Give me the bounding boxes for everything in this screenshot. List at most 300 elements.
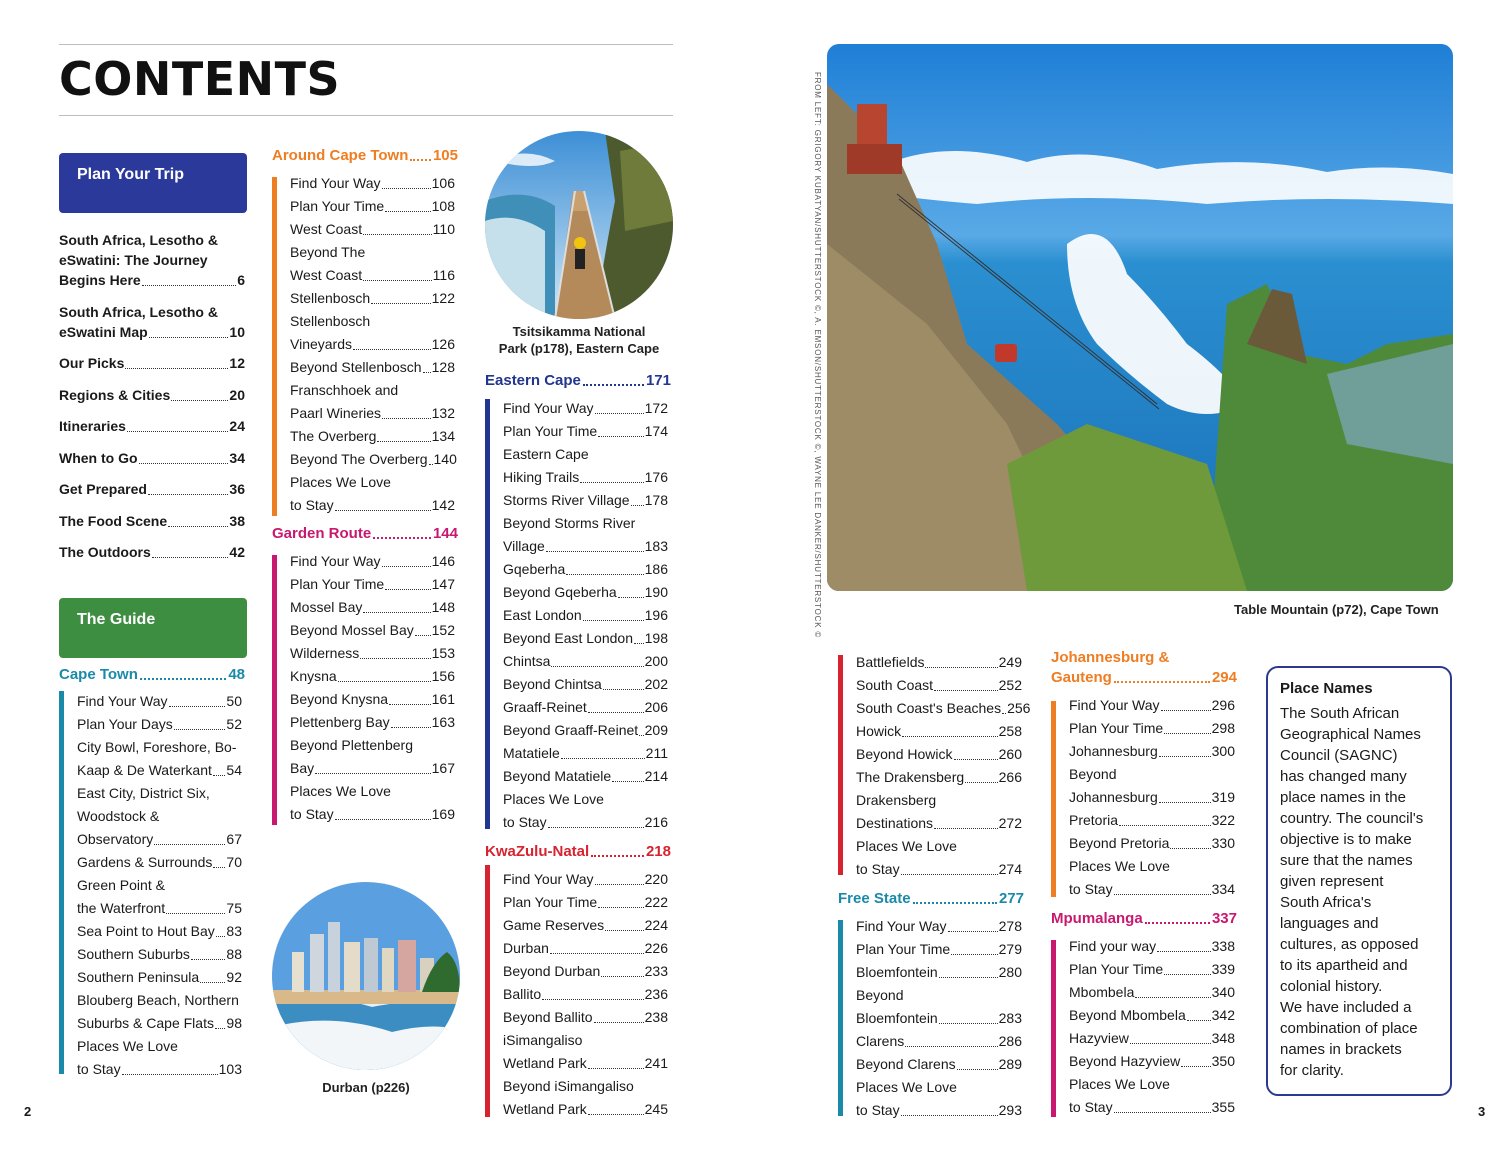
dot-leader: [1170, 832, 1210, 849]
toc-item[interactable]: [503, 960, 668, 983]
toc-item[interactable]: [290, 494, 455, 517]
section-heading-around-cape-town-page: 105: [432, 147, 458, 164]
plan-item[interactable]: [59, 447, 245, 470]
place-names-line: objective is to make: [1280, 831, 1412, 848]
section-color-bar: [272, 177, 277, 516]
dot-leader: [1002, 697, 1006, 714]
toc-item[interactable]: [503, 719, 668, 742]
toc-item[interactable]: [290, 471, 455, 494]
toc-item-label: Plan Your Days: [77, 716, 173, 732]
dot-leader: [612, 765, 643, 782]
toc-item[interactable]: [290, 310, 455, 333]
dot-leader: [550, 937, 644, 954]
plan-item-label: The Food Scene: [59, 512, 168, 529]
toc-item-label: Southern Suburbs: [77, 946, 190, 962]
toc-item-label: City Bowl, Foreshore, Bo-: [77, 739, 237, 755]
toc-item-label: Destinations: [856, 815, 934, 831]
toc-item-page: 174: [644, 423, 668, 439]
toc-item-page: 340: [1211, 984, 1235, 1000]
toc-item[interactable]: [503, 765, 668, 788]
toc-item[interactable]: [503, 466, 668, 489]
toc-item[interactable]: [1069, 1004, 1235, 1027]
toc-item[interactable]: [290, 780, 455, 803]
place-names-line: combination of place: [1280, 1020, 1418, 1037]
section-heading-eastern-cape[interactable]: [485, 371, 671, 391]
toc-item[interactable]: [290, 573, 455, 596]
toc-item[interactable]: [856, 674, 1022, 697]
toc-item[interactable]: [503, 558, 668, 581]
toc-item[interactable]: [290, 402, 455, 425]
toc-item[interactable]: [290, 596, 455, 619]
toc-item-label: to Stay: [1069, 881, 1113, 897]
toc-item[interactable]: [503, 650, 668, 673]
toc-item[interactable]: [503, 937, 668, 960]
toc-item[interactable]: [503, 914, 668, 937]
toc-item-page: 283: [998, 1010, 1022, 1026]
plan-item-label: Our Picks: [59, 355, 125, 371]
dot-leader: [1119, 809, 1211, 826]
toc-item[interactable]: [1069, 958, 1235, 981]
toc-item-label: Beyond Knysna: [290, 691, 389, 707]
toc-item[interactable]: [77, 1058, 242, 1081]
plan-item-page: 20: [229, 386, 245, 403]
toc-item[interactable]: [503, 891, 668, 914]
plan-your-trip-button[interactable]: [59, 153, 247, 213]
toc-item[interactable]: [856, 1099, 1022, 1122]
toc-item-label: Knysna: [290, 668, 337, 684]
dot-leader: [1114, 1096, 1211, 1113]
toc-item[interactable]: [503, 581, 668, 604]
section-color-bar: [485, 399, 490, 829]
toc-item-page: 132: [431, 405, 455, 421]
toc-item[interactable]: [503, 604, 668, 627]
section-heading-johannesburg-line1[interactable]: Johannesburg &: [1051, 649, 1170, 666]
toc-item[interactable]: [503, 696, 668, 719]
dot-leader: [385, 195, 430, 212]
toc-item[interactable]: [856, 789, 1022, 812]
toc-item-page: 330: [1211, 835, 1235, 851]
toc-item[interactable]: [77, 828, 242, 851]
toc-item-page: 142: [431, 497, 455, 513]
toc-item-label: Plan Your Time: [503, 423, 598, 439]
toc-item-label: Beyond Graaff-Reinet: [503, 722, 639, 738]
toc-item-label: Wetland Park: [503, 1101, 587, 1117]
toc-item-page: 116: [432, 267, 455, 283]
toc-item[interactable]: [290, 550, 455, 573]
toc-item-page: 190: [644, 584, 668, 600]
dot-leader: [965, 766, 997, 783]
toc-item[interactable]: [290, 218, 455, 241]
toc-item-label: Find Your Way: [503, 400, 594, 416]
plan-item[interactable]: [59, 541, 245, 564]
toc-item-page: 252: [998, 677, 1022, 693]
toc-item-label: Paarl Wineries: [290, 405, 382, 421]
section-heading-eastern-cape-page: 171: [645, 372, 671, 389]
toc-item[interactable]: [290, 287, 455, 310]
dot-leader: [605, 914, 643, 931]
toc-item[interactable]: [290, 642, 455, 665]
toc-item-label: to Stay: [290, 497, 334, 513]
toc-item[interactable]: [290, 757, 455, 780]
toc-item-page: 126: [431, 336, 455, 352]
toc-item[interactable]: [77, 736, 242, 759]
toc-item[interactable]: [77, 851, 242, 874]
toc-item[interactable]: [77, 690, 242, 713]
section-color-bar: [838, 920, 843, 1116]
photo-credit: FROM LEFT: GRIGORY KUBATYAN/SHUTTERSTOCK ©, A. EMSON/SHUTTERSTOCK ©, WAYNE LEE DANKER/SHUTTERSTOCK ©: [813, 72, 822, 639]
toc-item-page: 293: [998, 1102, 1022, 1118]
toc-item[interactable]: [856, 915, 1022, 938]
toc-item-label: Franschhoek and: [290, 382, 399, 398]
toc-item[interactable]: [1069, 855, 1235, 878]
toc-item-label: Places We Love: [1069, 858, 1170, 874]
toc-item-page: 211: [645, 745, 668, 761]
dot-leader: [1159, 740, 1211, 757]
dot-leader: [1164, 958, 1210, 975]
dot-leader: [363, 218, 432, 235]
toc-item[interactable]: [503, 1006, 668, 1029]
section-heading-kwazulu-natal[interactable]: [485, 842, 671, 862]
toc-item[interactable]: [503, 1075, 668, 1098]
toc-item-label: Beyond: [1069, 766, 1117, 782]
toc-item[interactable]: [856, 1030, 1022, 1053]
toc-item-page: 214: [644, 768, 668, 784]
toc-item[interactable]: [856, 984, 1022, 1007]
toc-item-page: 206: [644, 699, 668, 715]
toc-item[interactable]: [290, 734, 455, 757]
toc-item-page: 260: [998, 746, 1022, 762]
toc-item-label: Beyond Hazyview: [1069, 1053, 1181, 1069]
dot-leader: [631, 489, 644, 506]
plan-item[interactable]: [59, 352, 245, 375]
plan-item-label: South Africa, Lesotho &: [59, 232, 218, 248]
toc-item[interactable]: [503, 443, 668, 466]
dot-leader: [957, 1053, 998, 1070]
toc-item[interactable]: [290, 356, 455, 379]
tsitsikamma-caption-line2: Park (p178), Eastern Cape: [498, 341, 660, 356]
toc-item-page: 224: [644, 917, 668, 933]
plan-item[interactable]: [59, 478, 245, 501]
toc-item[interactable]: [503, 742, 668, 765]
dot-leader: [174, 713, 226, 730]
toc-item[interactable]: [290, 711, 455, 734]
toc-item-page: 161: [431, 691, 455, 707]
dot-leader: [139, 447, 229, 464]
section-heading-free-state[interactable]: [838, 889, 1024, 909]
toc-item-label: Beyond iSimangaliso: [503, 1078, 634, 1094]
plan-item[interactable]: [59, 510, 245, 533]
dot-leader: [542, 983, 644, 1000]
plan-item[interactable]: [59, 384, 245, 407]
dot-leader: [122, 1058, 218, 1075]
dot-leader: [601, 960, 643, 977]
toc-item-page: 296: [1211, 697, 1235, 713]
toc-item-label: the Waterfront: [77, 900, 166, 916]
place-names-box: [1266, 666, 1452, 1096]
dot-leader: [588, 1052, 644, 1069]
dot-leader: [382, 172, 431, 189]
toc-item-page: 75: [226, 900, 242, 916]
place-names-line: cultures, as opposed: [1280, 936, 1419, 953]
section-color-bar: [1051, 701, 1056, 897]
section-heading-garden-route[interactable]: [272, 524, 458, 544]
toc-item-label: Beyond Mbombela: [1069, 1007, 1186, 1023]
toc-item[interactable]: [856, 766, 1022, 789]
toc-item-label: Places We Love: [856, 838, 957, 854]
toc-item-label: Pretoria: [1069, 812, 1119, 828]
dot-leader: [389, 688, 431, 705]
toc-item[interactable]: [1069, 935, 1235, 958]
toc-item[interactable]: [503, 673, 668, 696]
toc-item[interactable]: [503, 1098, 668, 1121]
toc-item[interactable]: [503, 420, 668, 443]
toc-item-label: Beyond Clarens: [856, 1056, 956, 1072]
toc-item[interactable]: [503, 627, 668, 650]
toc-item[interactable]: [1069, 878, 1235, 901]
toc-item-page: 156: [431, 668, 455, 684]
toc-item-label: Suburbs & Cape Flats: [77, 1015, 214, 1031]
place-names-line: Geographical Names: [1280, 726, 1421, 743]
toc-item-label: Find Your Way: [290, 553, 381, 569]
toc-item[interactable]: [1069, 694, 1235, 717]
dot-leader: [594, 1006, 644, 1023]
dot-leader: [382, 402, 431, 419]
toc-item[interactable]: [503, 811, 668, 834]
dot-leader: [948, 915, 998, 932]
toc-item-label: Plan Your Time: [856, 941, 951, 957]
toc-item[interactable]: [1069, 1050, 1235, 1073]
toc-item[interactable]: [503, 868, 668, 891]
toc-item-label: Places We Love: [77, 1038, 178, 1054]
toc-item[interactable]: [856, 858, 1022, 881]
toc-item-label: Ballito: [503, 986, 542, 1002]
toc-item[interactable]: [77, 805, 242, 828]
toc-item[interactable]: [1069, 832, 1235, 855]
toc-item[interactable]: [856, 697, 1031, 720]
toc-item-page: 279: [998, 941, 1022, 957]
toc-item[interactable]: [77, 920, 242, 943]
toc-item-label: Johannesburg: [1069, 743, 1158, 759]
section-heading-johannesburg-page: 294: [1211, 669, 1237, 686]
section-heading-cape-town[interactable]: [59, 665, 245, 685]
plan-item[interactable]: [59, 321, 245, 344]
toc-item[interactable]: [1069, 786, 1235, 809]
section-heading-mpumalanga[interactable]: [1051, 909, 1237, 929]
toc-item-label: Beyond The Overberg: [290, 451, 428, 467]
toc-item-label: Plan Your Time: [1069, 961, 1164, 977]
dot-leader: [583, 371, 644, 386]
toc-item[interactable]: [77, 897, 242, 920]
dot-leader: [551, 650, 643, 667]
toc-item[interactable]: [856, 1053, 1022, 1076]
toc-item-label: to Stay: [856, 861, 900, 877]
dot-leader: [415, 619, 431, 636]
dot-leader: [598, 891, 643, 908]
tsitsikamma-caption: [485, 323, 673, 357]
toc-item[interactable]: [77, 713, 242, 736]
dot-leader: [934, 812, 998, 829]
dot-leader: [618, 581, 644, 598]
section-heading-johannesburg[interactable]: [1051, 668, 1237, 688]
toc-item-label: Bay: [290, 760, 315, 776]
toc-item[interactable]: [290, 665, 455, 688]
plan-item-label: Get Prepared: [59, 481, 147, 497]
toc-item-label: Clarens: [856, 1033, 905, 1049]
dot-leader: [382, 550, 431, 567]
toc-item[interactable]: [856, 961, 1022, 984]
dot-leader: [546, 535, 644, 552]
toc-item[interactable]: [290, 379, 455, 402]
section-color-bar: [1051, 940, 1056, 1117]
toc-item[interactable]: [503, 512, 668, 535]
toc-item-page: 266: [998, 769, 1022, 785]
toc-item-label: The Drakensberg: [856, 769, 965, 785]
toc-item-label: Places We Love: [856, 1079, 957, 1095]
toc-item[interactable]: [290, 195, 455, 218]
dot-leader: [588, 1098, 644, 1115]
toc-item[interactable]: [856, 651, 1022, 674]
dot-leader: [1181, 1050, 1210, 1067]
plan-item-label: South Africa, Lesotho &: [59, 303, 218, 320]
toc-item[interactable]: [1069, 717, 1235, 740]
toc-item-page: 148: [431, 599, 455, 615]
toc-item[interactable]: [856, 812, 1022, 835]
toc-item-label: to Stay: [290, 806, 334, 822]
dot-leader: [125, 352, 228, 369]
toc-item[interactable]: [856, 743, 1022, 766]
toc-item-page: 52: [226, 716, 242, 732]
left-page-number: 2: [24, 1104, 32, 1119]
toc-item-page: 140: [433, 451, 457, 467]
toc-item[interactable]: [290, 333, 455, 356]
toc-item[interactable]: [77, 1035, 242, 1058]
toc-item-label: Beyond Gqeberha: [503, 584, 617, 600]
dot-leader: [171, 384, 228, 401]
toc-item[interactable]: [290, 803, 455, 826]
plan-item-page: 24: [229, 418, 245, 434]
toc-item[interactable]: [77, 1012, 242, 1035]
place-names-line: to its apartheid and: [1280, 957, 1408, 974]
toc-item[interactable]: [856, 938, 1022, 961]
dot-leader: [1145, 909, 1210, 924]
dot-leader: [561, 742, 645, 759]
toc-item[interactable]: [290, 241, 455, 264]
plan-item-label: eSwatini: The Journey: [59, 252, 208, 268]
section-heading-cape-town-page: 48: [228, 666, 245, 683]
toc-item-page: 106: [431, 175, 455, 191]
toc-item-page: 278: [998, 918, 1022, 934]
dot-leader: [1130, 1027, 1211, 1044]
toc-item-label: Drakensberg: [856, 792, 937, 808]
dot-leader: [939, 1007, 998, 1024]
toc-item-label: Beyond The: [290, 244, 366, 260]
toc-item[interactable]: [1069, 763, 1235, 786]
toc-item-label: to Stay: [1069, 1099, 1113, 1115]
toc-item[interactable]: [856, 1007, 1022, 1030]
toc-item[interactable]: [290, 619, 455, 642]
toc-item-label: South Coast's Beaches: [856, 700, 1002, 716]
toc-item[interactable]: [290, 172, 455, 195]
toc-item[interactable]: [856, 1076, 1022, 1099]
toc-item[interactable]: [77, 989, 242, 1012]
plan-item[interactable]: [59, 269, 245, 292]
toc-item[interactable]: [77, 966, 242, 989]
toc-item[interactable]: [503, 397, 668, 420]
toc-item[interactable]: [1069, 740, 1235, 763]
section-heading-free-state-title: Free State: [838, 890, 911, 907]
toc-item-label: Beyond Howick: [856, 746, 953, 762]
dot-leader: [591, 842, 644, 857]
plan-item[interactable]: [59, 415, 245, 438]
toc-item[interactable]: [503, 983, 668, 1006]
toc-item-page: 226: [644, 940, 668, 956]
toc-item[interactable]: [503, 535, 668, 558]
toc-item-label: West Coast: [290, 267, 363, 283]
plan-item-label: Itineraries: [59, 418, 126, 434]
toc-item[interactable]: [77, 782, 242, 805]
section-heading-free-state-page: 277: [998, 890, 1024, 907]
toc-item[interactable]: [1069, 809, 1235, 832]
toc-item[interactable]: [1069, 1073, 1235, 1096]
toc-item-page: 186: [644, 561, 668, 577]
toc-item-page: 167: [431, 760, 455, 776]
toc-item[interactable]: [1069, 1027, 1235, 1050]
toc-item[interactable]: [77, 943, 242, 966]
plan-item-page: 42: [229, 544, 245, 560]
toc-item[interactable]: [856, 835, 1022, 858]
plan-item-page: 36: [229, 481, 245, 497]
toc-item-page: 178: [644, 492, 668, 508]
toc-item-page: 209: [644, 722, 668, 738]
tsitsikamma-caption-line1: Tsitsikamma National: [512, 324, 646, 339]
toc-item[interactable]: [290, 688, 455, 711]
dot-leader: [315, 757, 431, 774]
place-names-line: has changed many: [1280, 768, 1407, 785]
toc-item[interactable]: [290, 448, 455, 471]
toc-item-label: Matatiele: [503, 745, 560, 761]
toc-item-label: Bloemfontein: [856, 964, 938, 980]
place-names-line: place names in the: [1280, 789, 1406, 806]
dot-leader: [634, 627, 644, 644]
right-page-number: 3: [1478, 1104, 1486, 1119]
dot-leader: [215, 1012, 225, 1029]
toc-item[interactable]: [290, 425, 455, 448]
toc-item[interactable]: [1069, 981, 1235, 1004]
place-names-text: [1280, 703, 1438, 1081]
place-names-line: given represent: [1280, 873, 1384, 890]
toc-item[interactable]: [856, 720, 1022, 743]
toc-item[interactable]: [77, 874, 242, 897]
toc-item[interactable]: [503, 1052, 668, 1075]
place-names-line: languages and: [1280, 915, 1379, 932]
toc-item-label: Beyond Plettenberg: [290, 737, 413, 753]
toc-item-page: 98: [226, 1015, 242, 1031]
dot-leader: [154, 828, 225, 845]
toc-item[interactable]: [503, 788, 668, 811]
toc-item[interactable]: [503, 489, 668, 512]
section-heading-around-cape-town[interactable]: [272, 146, 458, 166]
toc-item[interactable]: [77, 759, 242, 782]
toc-item[interactable]: [503, 1029, 668, 1052]
toc-item[interactable]: [1069, 1096, 1235, 1119]
the-guide-button[interactable]: [59, 598, 247, 658]
place-names-line: colonial history.: [1280, 978, 1383, 995]
toc-item-label: Gqeberha: [503, 561, 566, 577]
toc-item-label: Find Your Way: [1069, 697, 1160, 713]
toc-item[interactable]: [290, 264, 455, 287]
place-names-heading: Place Names: [1280, 680, 1373, 697]
dot-leader: [363, 264, 432, 281]
